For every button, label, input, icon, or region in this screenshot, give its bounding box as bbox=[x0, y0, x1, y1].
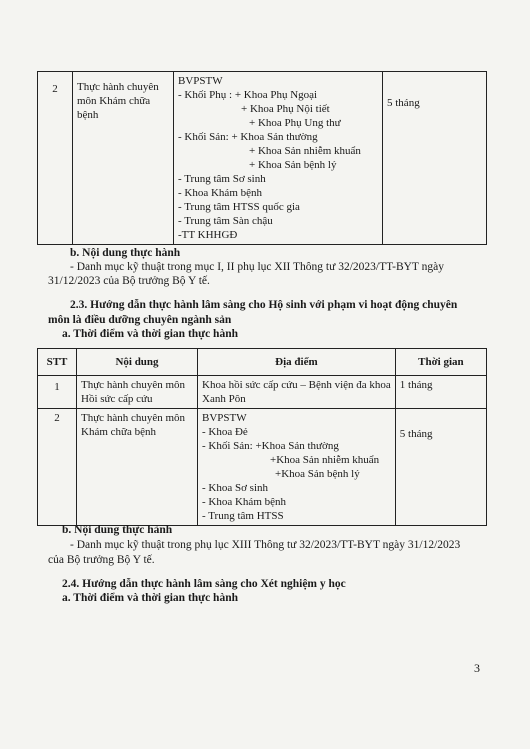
table-header-row bbox=[38, 349, 487, 376]
table-row bbox=[38, 409, 487, 526]
page-number: 3 bbox=[474, 661, 480, 675]
duration-cell: 5 tháng bbox=[383, 72, 487, 245]
header-duration: Thời gian bbox=[395, 349, 486, 376]
header-stt: STT bbox=[38, 349, 77, 376]
section-2-3-heading: 2.3. Hướng dẫn thực hành lâm sàng cho Hộ sinh với phạm vi hoạt động chuyên bbox=[70, 299, 458, 311]
location-cell: BVPSTW - Khoa Đẻ - Khối Sản: +Khoa Sản thường +Khoa Sản nhiễm khuẩn +Khoa Sản bệnh lý - Khoa Sơ sinh - Khoa Khám bệnh - Trung tâm HTSS bbox=[198, 409, 396, 526]
content-cell: Thực hành chuyên môn Hồi sức cấp cứu bbox=[77, 376, 198, 409]
practice-table-1 bbox=[37, 71, 487, 245]
header-content: Nội dung bbox=[77, 349, 198, 376]
duration-cell: 1 tháng bbox=[395, 376, 486, 409]
paragraph-line: 31/12/2023 của Bộ trưởng Bộ Y tế. bbox=[48, 275, 210, 287]
subsection-a-heading: a. Thời điểm và thời gian thực hành bbox=[62, 592, 238, 604]
header-location: Địa điểm bbox=[198, 349, 396, 376]
paragraph-line: - Danh mục kỹ thuật trong phụ lục XIII Thông tư 32/2023/TT-BYT ngày 31/12/2023 bbox=[70, 539, 461, 551]
subsection-a-heading: a. Thời điểm và thời gian thực hành bbox=[62, 328, 238, 340]
paragraph-line: của Bộ trưởng Bộ Y tế. bbox=[48, 554, 155, 566]
table-row bbox=[38, 376, 487, 409]
paragraph-line: - Danh mục kỹ thuật trong mục I, II phụ lục XII Thông tư 32/2023/TT-BYT ngày bbox=[70, 261, 444, 273]
location-cell: BVPSTW - Khối Phụ : + Khoa Phụ Ngoại + Khoa Phụ Nội tiết + Khoa Phụ Ung thư - Khối Sản: + Khoa Sản thường + Khoa Sản nhiễm khuẩn + Khoa Sản bệnh lý - Trung tâm Sơ sinh - Khoa Khám bệnh - Trung tâm HTSS quốc gia - Trung tâm Sàn chậu -TT KHHGĐ bbox=[174, 72, 383, 245]
stt-cell: 2 bbox=[38, 72, 73, 245]
content-cell: Thực hành chuyên môn Khám chữa bệnh bbox=[77, 409, 198, 526]
section-b-heading: b. Nội dung thực hành bbox=[70, 247, 181, 259]
stt-cell: 2 bbox=[38, 409, 77, 526]
section-b-heading: b. Nội dung thực hành bbox=[62, 524, 173, 536]
section-2-3-heading-cont: môn là điều dưỡng chuyên ngành sản bbox=[48, 314, 232, 326]
table-row bbox=[38, 72, 487, 245]
content-cell: Thực hành chuyên môn Khám chữa bệnh bbox=[73, 72, 174, 245]
duration-cell: 5 tháng bbox=[395, 409, 486, 526]
location-cell: Khoa hồi sức cấp cứu – Bệnh viện đa khoa Xanh Pôn bbox=[198, 376, 396, 409]
stt-cell: 1 bbox=[38, 376, 77, 409]
section-2-4-heading: 2.4. Hướng dẫn thực hành lâm sàng cho Xét nghiệm y học bbox=[62, 578, 346, 590]
practice-table-2 bbox=[37, 348, 487, 526]
